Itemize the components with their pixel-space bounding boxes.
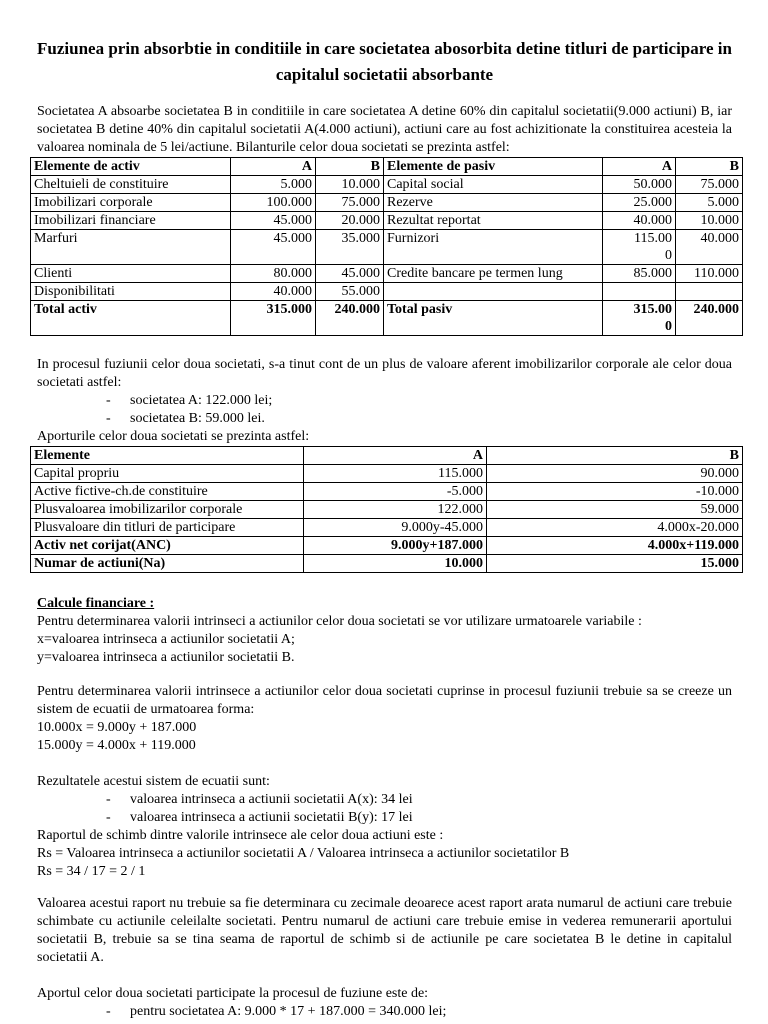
balance-row <box>31 212 743 230</box>
pasiv-label-empty <box>384 283 603 301</box>
row-a-value: -5.000 <box>304 483 487 501</box>
list-item: - valoarea intrinseca a actiunii societatii B(y): 17 lei <box>130 809 732 827</box>
list-item: - valoarea intrinseca a actiunii societatii A(x): 34 lei <box>130 791 732 809</box>
pasiv-b-value-empty <box>676 283 743 301</box>
row-a-value: 115.000 <box>304 465 487 483</box>
variable-x: x=valoarea intrinseca a actiunilor societatii A; <box>37 632 295 647</box>
pasiv-a-value: 25.000 <box>603 194 676 212</box>
header-pasiv-b: B <box>676 158 743 176</box>
activ-a-value: 80.000 <box>231 265 316 283</box>
row-b-value: 15.000 <box>487 555 743 573</box>
activ-b-value: 75.000 <box>316 194 384 212</box>
balance-row <box>31 265 743 283</box>
total-activ-a: 315.000 <box>231 301 316 336</box>
balance-header-row <box>31 158 743 176</box>
plus-value-list <box>37 392 732 428</box>
activ-label: Imobilizari corporale <box>31 194 231 212</box>
pasiv-a-value-empty <box>603 283 676 301</box>
activ-label: Cheltuieli de constituire <box>31 176 231 194</box>
ratio-formula: Rs = Valoarea intrinseca a actiunilor societatii A / Valoarea intrinseca a actiunilor societatilor B <box>37 846 570 861</box>
balance-row <box>31 283 743 301</box>
activ-b-value: 10.000 <box>316 176 384 194</box>
row-b-value: 4.000x+119.000 <box>487 537 743 555</box>
row-label: Plusvaloarea imobilizarilor corporale <box>31 501 304 519</box>
document-title: Fuziunea prin absorbtie in conditiile in care societatea abosorbita detine titluri de participare in capitalul societatii absorbante <box>37 39 732 84</box>
results-list <box>37 791 732 827</box>
activ-a-value: 100.000 <box>231 194 316 212</box>
contribution-calc-list <box>37 1003 732 1021</box>
row-b-value: 4.000x-20.000 <box>487 519 743 537</box>
row-a-value: 122.000 <box>304 501 487 519</box>
pasiv-b-value: 110.000 <box>676 265 743 283</box>
header-elemente: Elemente <box>31 447 304 465</box>
activ-a-value: 40.000 <box>231 283 316 301</box>
header-pasiv-a: A <box>603 158 676 176</box>
header-pasiv: Elemente de pasiv <box>384 158 603 176</box>
system-intro: Pentru determinarea valorii intrinsece a actiunilor celor doua societati cuprinse in procesul fuziunii trebuie sa se creeze un sistem de ecuatii de urmatoarea forma: <box>37 684 732 717</box>
pasiv-b-value: 10.000 <box>676 212 743 230</box>
total-pasiv-a: 315.000 <box>603 301 676 336</box>
table-row <box>31 501 743 519</box>
activ-b-value: 20.000 <box>316 212 384 230</box>
activ-label: Disponibilitati <box>31 283 231 301</box>
row-b-value: 90.000 <box>487 465 743 483</box>
pasiv-label: Furnizori <box>384 230 603 265</box>
list-item: - societatea B: 59.000 lei. <box>130 410 732 428</box>
pasiv-label: Capital social <box>384 176 603 194</box>
variables-intro: Pentru determinarea valorii intrinseci a actiunilor celor doua societati se vor utilizare urmatoarele variabile : <box>37 614 642 629</box>
balance-row <box>31 176 743 194</box>
header-activ-a: A <box>231 158 316 176</box>
pasiv-b-value: 75.000 <box>676 176 743 194</box>
header-a: A <box>304 447 487 465</box>
activ-b-value: 45.000 <box>316 265 384 283</box>
ratio-value: Rs = 34 / 17 = 2 / 1 <box>37 864 146 879</box>
ratio-intro: Raportul de schimb dintre valorile intrinsece ale celor doua actiuni este : <box>37 828 444 843</box>
row-label: Plusvaloare din titluri de participare <box>31 519 304 537</box>
contributions-table <box>30 446 743 573</box>
activ-label: Marfuri <box>31 230 231 265</box>
pasiv-a-value: 85.000 <box>603 265 676 283</box>
row-b-value: -10.000 <box>487 483 743 501</box>
row-label: Numar de actiuni(Na) <box>31 555 304 573</box>
calculations-heading: Calcule financiare : <box>37 596 155 611</box>
pasiv-label: Credite bancare pe termen lung <box>384 265 603 283</box>
row-label: Capital propriu <box>31 465 304 483</box>
balance-row <box>31 230 743 265</box>
row-a-value: 9.000y-45.000 <box>304 519 487 537</box>
activ-a-value: 5.000 <box>231 176 316 194</box>
table-row-anc <box>31 537 743 555</box>
activ-a-value: 45.000 <box>231 212 316 230</box>
list-item: - pentru societatea A: 9.000 * 17 + 187.000 = 340.000 lei; <box>130 1003 732 1021</box>
pasiv-b-value: 5.000 <box>676 194 743 212</box>
balance-sheet-table <box>30 157 743 336</box>
activ-b-value: 35.000 <box>316 230 384 265</box>
row-label: Active fictive-ch.de constituire <box>31 483 304 501</box>
row-a-value: 9.000y+187.000 <box>304 537 487 555</box>
header-activ-b: B <box>316 158 384 176</box>
activ-b-value: 55.000 <box>316 283 384 301</box>
contribution-calc-intro: Aportul celor doua societati participate la procesul de fuziune este de: <box>37 986 429 1001</box>
total-pasiv-label: Total pasiv <box>384 301 603 336</box>
intro-paragraph: Societatea A absoarbe societatea B in conditiile in care societatea A detine 60% din capitalul societatii(9.000 actiuni) B, iar societatea B detine 40% din capitalul societatii A(4.000 actiuni), actiuni care au fost achizitionate la constituirea acesteia la valoarea nominala de 5 lei/actiune. Bilanturile celor doua societati se prezinta astfel: <box>37 104 732 155</box>
contributions-header-row <box>31 447 743 465</box>
balance-row <box>31 194 743 212</box>
pasiv-label: Rezultat reportat <box>384 212 603 230</box>
total-pasiv-b: 240.000 <box>676 301 743 336</box>
pasiv-b-value: 40.000 <box>676 230 743 265</box>
total-activ-b: 240.000 <box>316 301 384 336</box>
activ-label: Clienti <box>31 265 231 283</box>
table-row-na <box>31 555 743 573</box>
header-activ: Elemente de activ <box>31 158 231 176</box>
variable-y: y=valoarea intrinseca a actiunilor societatii B. <box>37 650 295 665</box>
pasiv-a-value: 50.000 <box>603 176 676 194</box>
table-row <box>31 483 743 501</box>
pasiv-label: Rezerve <box>384 194 603 212</box>
table-row <box>31 519 743 537</box>
pasiv-a-value: 40.000 <box>603 212 676 230</box>
row-label: Activ net corijat(ANC) <box>31 537 304 555</box>
header-b: B <box>487 447 743 465</box>
equation: 10.000x = 9.000y + 187.000 <box>37 720 197 735</box>
total-activ-label: Total activ <box>31 301 231 336</box>
table-row <box>31 465 743 483</box>
activ-label: Imobilizari financiare <box>31 212 231 230</box>
equation: 15.000y = 4.000x + 119.000 <box>37 738 196 753</box>
plus-value-paragraph: In procesul fuziunii celor doua societati, s-a tinut cont de un plus de valoare aferent imobilizarilor corporale ale celor doua societati astfel: <box>37 357 732 390</box>
results-intro: Rezultatele acestui sistem de ecuatii sunt: <box>37 774 270 789</box>
contributions-intro: Aporturile celor doua societati se prezinta astfel: <box>37 429 310 444</box>
row-a-value: 10.000 <box>304 555 487 573</box>
row-b-value: 59.000 <box>487 501 743 519</box>
explanation-paragraph: Valoarea acestui raport nu trebuie sa fie determinara cu zecimale deoarece acest raport arata numarul de actiuni care trebuie schimbate cu actiunile celeilalte societati. Pentru numarul de actiuni care trebuie emise in vederea remunerarii aportului societatii B, trebuie sa se tina seama de raportul de schimb si de actiunile pe care societatea B le detine in capitalul societatii A. <box>37 896 732 965</box>
activ-a-value: 45.000 <box>231 230 316 265</box>
list-item: - societatea A: 122.000 lei; <box>130 392 732 410</box>
pasiv-a-value: 115.000 <box>603 230 676 265</box>
balance-total-row <box>31 301 743 336</box>
